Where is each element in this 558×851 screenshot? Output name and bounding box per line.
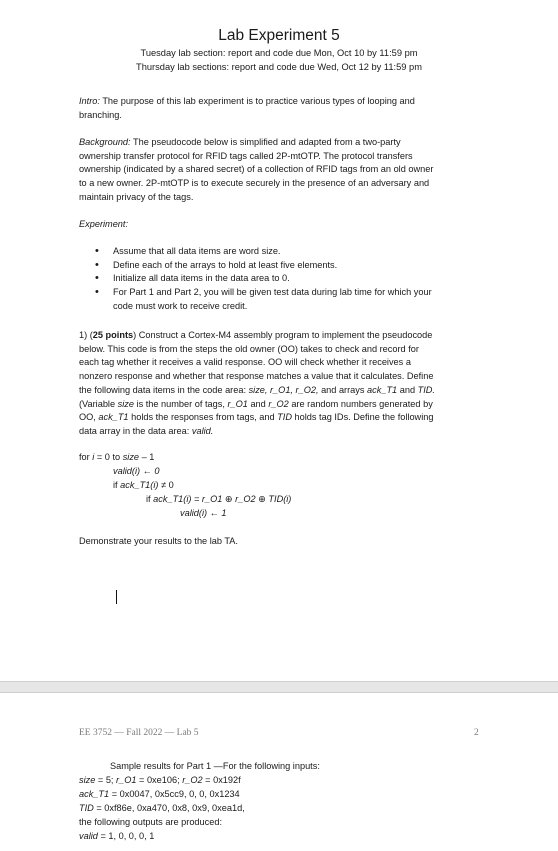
background-text-1: The pseudocode below is simplified and adapted from a two-party [130,137,401,147]
sample-size-line [79,774,241,788]
code-fragment: if [113,480,121,490]
var-ack-t1: ack_T1 [98,412,129,423]
part1-line-3: each tag whether it receives a valid response. OO will check whether it receives a [79,357,411,368]
bullet-item: • Assume that all data items are word size. [93,245,483,259]
bullet-item: • Initialize all data items in the data area to 0. [93,272,483,286]
part1-number: 1) ( [79,330,93,340]
sample-outputs-intro: the following outputs are produced: [79,817,223,827]
var-valid: valid. [191,425,214,436]
code-var: size [79,775,96,785]
code-fragment: ⊕ [222,494,236,504]
part1-points: 25 points [92,330,134,340]
sample-ack-line [79,788,240,802]
page-separator [0,681,558,693]
intro-label: Intro: [79,96,100,106]
code-fragment: = 0 to [94,452,123,462]
code-var: TID(i) [268,494,292,504]
part1-line-8: data array in the data area: [79,425,192,436]
part1-line-2: below. This code is from the steps the old owner (OO) takes to check and record for [79,343,419,354]
code-fragment: – 1 [139,452,155,462]
text-cursor[interactable] [116,590,117,604]
sample-tid-line [79,802,245,816]
code-fragment: = 0xf86e, 0xa470, 0x8, 0x9, 0xea1d, [93,803,245,813]
code-fragment: = 0x192f [202,775,241,785]
code-var: size [122,452,140,462]
experiment-label: Experiment: [79,219,129,229]
part1-line-1: ) Construct a Cortex-M4 assembly program to implement the pseudocode [133,330,433,340]
var-ack-t1: ack_T1 [367,384,398,395]
background-paragraph [79,136,479,205]
code-var: r_O2 [182,775,203,785]
code-fragment: = 0xe106; [136,775,183,785]
code-var: ack_T1 [79,789,110,799]
bullet-item [93,286,483,313]
var-r-o1: r_O1 [227,398,248,409]
text-fragment: holds the responses from tags, and [128,412,278,423]
code-fragment: ≠ 0 [158,480,174,490]
due-date-tuesday: Tuesday lab section: report and code due Mon, Oct 10 by 11:59 pm [140,48,418,58]
pseudocode-if-ack [113,479,174,493]
code-var: i [92,452,95,462]
code-var: ack_T1(i) = r_O1 [153,494,223,504]
background-label: Background: [79,137,131,147]
code-fragment: = 1, 0, 0, 0, 1 [97,831,155,841]
var-r-o2: r_O2 [268,398,289,409]
background-text-3: ownership (indicated by a shared secret) of a collection of RFID tags from an old owner [79,164,434,175]
background-text-2: ownership transfer protocol for RFID tags called 2P-mtOTP. The protocol transfers [79,150,413,161]
part1-line-6: (Variable [79,398,118,409]
code-fragment: = 0x0047, 0x5cc9, 0, 0, 0x1234 [109,789,240,799]
pseudocode-valid-set: valid(i) ← 1 [180,508,227,518]
code-fragment: = 5; [95,775,117,785]
part1-line-5: the following data items in the code area: [79,384,249,395]
code-var: valid [79,831,98,841]
code-fragment: for [79,452,93,462]
page-header: EE 3752 — Fall 2022 — Lab 5 [79,728,199,738]
code-var: r_O2 [235,494,256,504]
code-var: TID [79,803,94,813]
bullet-text-line-1: For Part 1 and Part 2, you will be given test data during lab time for which your [113,287,432,298]
bullet-item: • Define each of the arrays to hold at least five elements. [93,259,483,273]
experiment-bullet-list [93,245,483,314]
part1-line-4: nonzero response and whether that response matches a value that it calculates. Define [79,371,434,382]
code-var: r_O1 [116,775,137,785]
document-page-2 [0,693,558,851]
text-fragment: and [247,398,269,409]
text-fragment: and [397,384,418,395]
demo-instruction: Demonstrate your results to the lab TA. [79,536,238,546]
code-var: ack_T1(i) [120,480,159,490]
var-tid: TID [277,412,292,423]
background-text-4: to a new owner. 2P-mtOTP is to execute securely in the presence of an adversary and [79,178,430,189]
pseudocode-for-line [79,451,154,465]
part1-line-7: OO, [79,412,99,423]
text-fragment: is the number of tags, [133,398,228,409]
var-names: size, r_O1, r_O2, [248,384,319,395]
text-fragment: and arrays [318,384,368,395]
code-fragment: ⊕ [255,494,269,504]
intro-paragraph [79,95,479,122]
due-date-thursday: Thursday lab sections: report and code due Wed, Oct 12 by 11:59 pm [136,62,422,72]
text-fragment: are random numbers generated by [288,398,433,409]
intro-text-1: The purpose of this lab experiment is to practice various types of looping and [99,96,415,106]
pseudocode-valid-init: valid(i) ← 0 [113,466,160,476]
bullet-text-line-2: code must work to receive credit. [113,300,248,311]
page-number: 2 [474,728,479,738]
sample-results-heading: Sample results for Part 1 —For the following inputs: [110,761,320,771]
background-text-5: maintain privacy of the tags. [79,191,194,202]
intro-text-2: branching. [79,109,122,120]
page-title: Lab Experiment 5 [218,27,340,44]
pseudocode-if-match [146,493,291,507]
var-size: size [117,398,134,409]
text-fragment: holds tag IDs. Define the following [291,412,434,423]
code-fragment: if [146,494,154,504]
sample-valid-line [79,830,154,844]
var-tid: TID. [417,384,435,395]
part1-paragraph [79,329,479,439]
